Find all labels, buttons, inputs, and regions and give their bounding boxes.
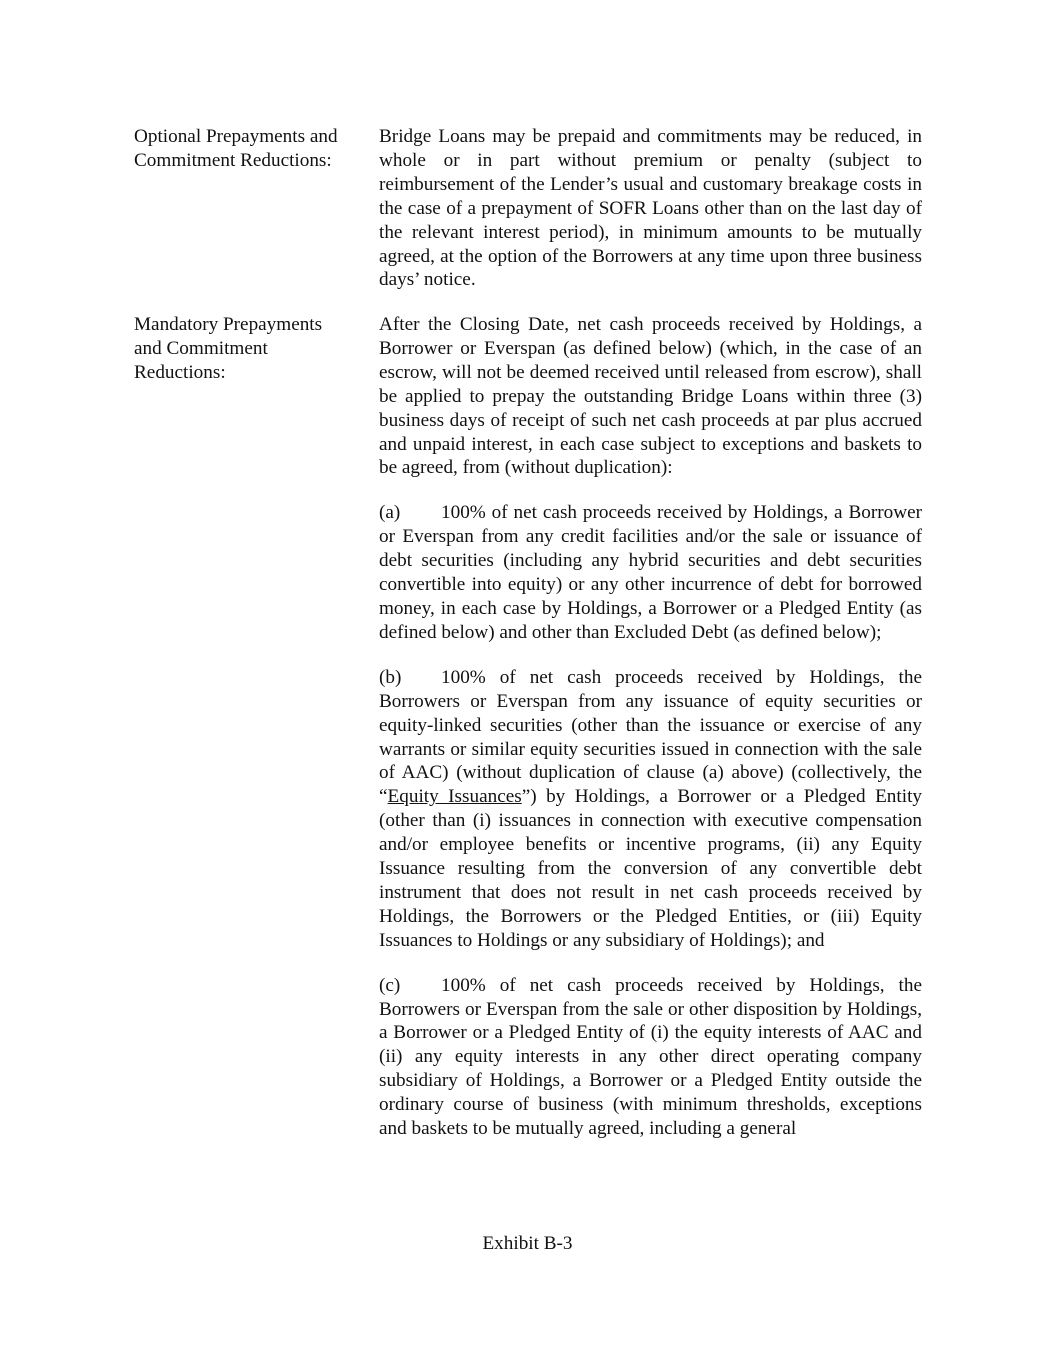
term-label-line: Commitment Reductions: (134, 149, 332, 171)
term-label (134, 313, 369, 385)
clause-a (379, 501, 922, 644)
term-label (134, 125, 369, 173)
clause-text: 100% of net cash proceeds received by Holdings, a Borrower or Everspan from any credit facilities and/or the sale or issuance of debt securities (including any hybrid securities and debt securities convertible into equity) or any other incurrence of debt for borrowed money, in each case by Holdings, a Borrower or a Pledged Entity (as defined below) and other than Excluded Debt (as defined below); (379, 502, 922, 643)
term-body (379, 313, 922, 1141)
term-label-line: and Commitment (134, 337, 268, 359)
term-intro-paragraph: After the Closing Date, net cash proceeds received by Holdings, a Borrower or Everspan (as defined below) (which, in the case of an escrow, will not be deemed received until released from escrow), shall be applied to prepay the outstanding Bridge Loans within three (3) business days of receipt of such net cash proceeds at par plus accrued and unpaid interest, in each case subject to exceptions and baskets to be agreed, from (without duplication): (379, 314, 922, 479)
term-paragraph: Bridge Loans may be prepaid and commitments may be reduced, in whole or in part without premium or penalty (subject to reimbursement of the Lender’s usual and customary breakage costs in the case of a prepayment of SOFR Loans other than on the last day of the relevant interest period), in minimum amounts to be mutually agreed, at the option of the Borrowers at any time upon three business days’ notice. (379, 126, 922, 291)
clause-tag: (a) (379, 502, 401, 524)
term-label-line: Optional Prepayments and (134, 126, 338, 147)
term-label-line: Mandatory Prepayments (134, 314, 323, 335)
clause-text-after: ”) by Holdings, a Borrower or a Pledged Entity (other than (i) issuances in connection with executive compensation and/or employee benefits or incentive programs, (ii) any Equity Issuance resulting from the conversion of any convertible debt instrument that does not result in net cash proceeds received by Holdings, the Borrowers or the Pledged Entities, or (iii) Equity Issuances to Holdings or any subsidiary of Holdings); and (379, 786, 922, 951)
clause-c (379, 974, 922, 1141)
clause-b (379, 666, 922, 953)
page-footer: Exhibit B-3 (482, 1233, 573, 1254)
clause-tag: (c) (379, 974, 401, 996)
term-label-line: Reductions: (134, 361, 226, 383)
clause-tag: (b) (379, 666, 402, 688)
defined-term: Equity Issuances (387, 786, 522, 808)
clause-text-before: 100% of net cash proceeds received by Holdings, the Borrowers or Everspan from any issuance of equity securities or equity-linked securities (other than the issuance or exercise of any warrants or similar equity securities issued in connection with the sale of AAC) (without duplication of clause (a) above) (collectively, the “ (379, 666, 922, 808)
term-body (379, 125, 922, 292)
clause-text: 100% of net cash proceeds received by Holdings, the Borrowers or Everspan from the sale or other disposition by Holdings, a Borrower or a Pledged Entity of (i) the equity interests of AAC and (ii) any equity interests in any other direct operating company subsidiary of Holdings, a Borrower or a Pledged Entity outside the ordinary course of business (with minimum thresholds, exceptions and baskets to be mutually agreed, including a general (379, 974, 922, 1140)
